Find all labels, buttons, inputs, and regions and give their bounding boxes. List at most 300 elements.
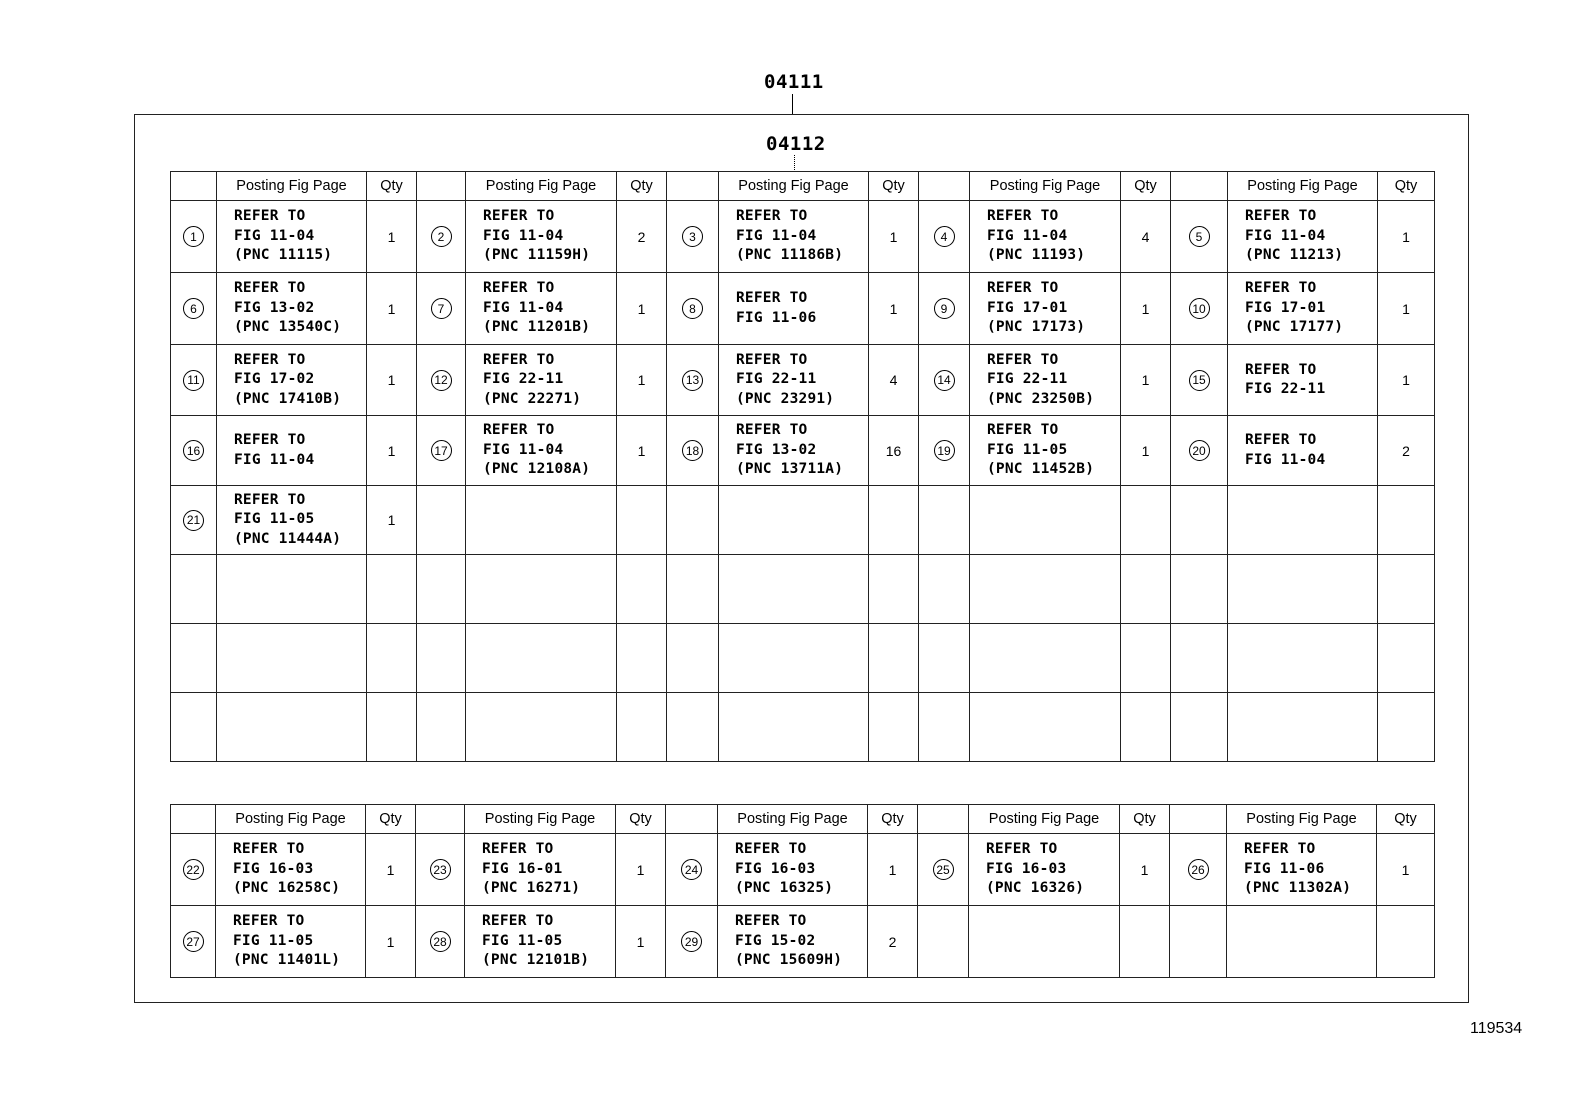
item-number-callout: 12 — [431, 370, 452, 391]
item-number-callout: 24 — [681, 859, 702, 880]
reference-line: REFER TO — [736, 351, 808, 368]
qty-cell: 2 — [868, 906, 918, 978]
header-qty: Qty — [616, 805, 666, 834]
item-number-cell — [1171, 416, 1228, 486]
qty-cell — [869, 624, 919, 693]
item-number-cell — [171, 273, 217, 345]
qty-cell: 1 — [367, 486, 417, 555]
qty-cell — [1378, 693, 1435, 762]
qty-cell — [1121, 555, 1171, 624]
item-number-cell — [666, 906, 718, 978]
item-number-cell — [667, 273, 719, 345]
item-number-callout: 9 — [934, 298, 955, 319]
qty-cell — [617, 486, 667, 555]
qty-cell: 1 — [869, 273, 919, 345]
item-number-cell — [919, 624, 970, 693]
reference-line: REFER TO — [234, 208, 306, 225]
item-number-cell — [417, 624, 466, 693]
item-number-callout: 23 — [430, 859, 451, 880]
posting-fig-page-cell — [465, 834, 616, 906]
qty-cell — [1378, 624, 1435, 693]
posting-fig-page-cell — [217, 693, 367, 762]
header-blank — [1171, 172, 1228, 201]
reference-line: FIG 11-05 — [233, 932, 314, 949]
item-number-callout: 17 — [431, 440, 452, 461]
header-qty: Qty — [869, 172, 919, 201]
reference-line: FIG 11-04 — [987, 227, 1068, 244]
reference-line: FIG 13-02 — [234, 299, 315, 316]
posting-fig-page-cell — [217, 201, 367, 273]
item-number-cell — [1170, 906, 1227, 978]
reference-line: (PNC 17410B) — [234, 390, 342, 407]
item-number-cell — [667, 486, 719, 555]
item-number-cell — [1171, 345, 1228, 416]
reference-line: FIG 22-11 — [1245, 381, 1326, 397]
posting-fig-page-cell — [970, 416, 1121, 486]
item-number-cell — [1171, 693, 1228, 762]
qty-cell: 1 — [1121, 273, 1171, 345]
qty-cell: 1 — [617, 345, 667, 416]
reference-line: REFER TO — [987, 422, 1059, 439]
reference-line: FIG 11-05 — [987, 441, 1068, 458]
qty-cell — [367, 624, 417, 693]
reference-line: REFER TO — [735, 913, 807, 930]
item-number-cell — [416, 906, 465, 978]
reference-line: FIG 17-01 — [987, 299, 1068, 316]
table-row — [171, 693, 1435, 762]
posting-fig-page-cell — [466, 486, 617, 555]
reference-line: FIG 17-01 — [1245, 299, 1326, 316]
qty-cell: 1 — [616, 906, 666, 978]
item-number-callout: 6 — [183, 298, 204, 319]
table-row — [171, 486, 1435, 555]
item-number-callout: 3 — [682, 226, 703, 247]
reference-line: (PNC 12101B) — [482, 952, 590, 969]
posting-fig-page-cell — [719, 201, 869, 273]
reference-line: (PNC 12108A) — [483, 461, 591, 478]
qty-cell: 4 — [869, 345, 919, 416]
posting-fig-page-cell — [970, 273, 1121, 345]
header-qty: Qty — [868, 805, 918, 834]
reference-line: (PNC 11213) — [1245, 247, 1344, 264]
posting-fig-page-cell — [466, 273, 617, 345]
qty-cell — [1377, 906, 1435, 978]
posting-fig-page-cell — [217, 416, 367, 486]
item-number-cell — [171, 834, 216, 906]
reference-line: REFER TO — [1245, 280, 1317, 297]
header-blank — [666, 805, 718, 834]
item-number-cell — [918, 906, 969, 978]
item-number-cell — [1171, 555, 1228, 624]
parts-table-main — [170, 171, 1435, 762]
reference-line: REFER TO — [234, 432, 306, 448]
reference-line: (PNC 11186B) — [736, 247, 844, 264]
header-qty: Qty — [366, 805, 416, 834]
item-number-cell — [919, 693, 970, 762]
item-number-callout: 16 — [183, 440, 204, 461]
reference-line: REFER TO — [233, 841, 305, 858]
item-number-callout: 25 — [933, 859, 954, 880]
reference-line: (PNC 23291) — [736, 390, 835, 407]
figure-code: 119534 — [1470, 1020, 1523, 1037]
reference-line: FIG 16-03 — [735, 860, 816, 877]
item-number-cell — [417, 693, 466, 762]
item-number-cell — [919, 416, 970, 486]
item-number-cell — [171, 555, 217, 624]
reference-line: FIG 16-03 — [986, 860, 1067, 877]
reference-line: (PNC 17177) — [1245, 319, 1344, 336]
posting-fig-page-cell — [217, 624, 367, 693]
reference-line: (PNC 16271) — [482, 880, 581, 897]
qty-cell — [1378, 555, 1435, 624]
reference-line: FIG 11-04 — [1245, 227, 1326, 244]
qty-cell: 1 — [869, 201, 919, 273]
item-number-cell — [919, 486, 970, 555]
reference-line: FIG 13-02 — [736, 441, 817, 458]
qty-cell — [1121, 486, 1171, 555]
item-number-callout: 11 — [183, 370, 204, 391]
posting-fig-page-cell — [465, 906, 616, 978]
item-number-callout: 7 — [431, 298, 452, 319]
qty-cell: 1 — [1121, 345, 1171, 416]
item-number-cell — [667, 624, 719, 693]
header-posting-fig-page: Posting Fig Page — [466, 172, 617, 201]
item-number-cell — [417, 416, 466, 486]
posting-fig-page-cell — [1228, 416, 1378, 486]
item-number-cell — [1171, 624, 1228, 693]
posting-fig-page-cell — [217, 273, 367, 345]
reference-line: (PNC 22271) — [483, 390, 582, 407]
posting-fig-page-cell — [1228, 273, 1378, 345]
header-blank — [171, 172, 217, 201]
reference-line: REFER TO — [234, 280, 306, 297]
reference-line: REFER TO — [1244, 841, 1316, 858]
item-number-callout: 20 — [1189, 440, 1210, 461]
qty-cell: 1 — [868, 834, 918, 906]
posting-fig-page-cell — [969, 906, 1120, 978]
reference-line: (PNC 11193) — [987, 247, 1086, 264]
reference-line: (PNC 16258C) — [233, 880, 341, 897]
item-number-cell — [171, 906, 216, 978]
posting-fig-page-cell — [1228, 486, 1378, 555]
item-number-callout: 13 — [682, 370, 703, 391]
reference-line: REFER TO — [987, 351, 1059, 368]
qty-cell: 1 — [367, 416, 417, 486]
qty-cell: 2 — [617, 201, 667, 273]
item-number-callout: 2 — [431, 226, 452, 247]
reference-line: FIG 11-05 — [482, 932, 563, 949]
parts-table-secondary — [170, 804, 1435, 978]
qty-cell: 1 — [367, 201, 417, 273]
header-posting-fig-page: Posting Fig Page — [970, 172, 1121, 201]
posting-fig-page-cell — [217, 555, 367, 624]
qty-cell: 4 — [1121, 201, 1171, 273]
item-number-callout: 8 — [682, 298, 703, 319]
item-number-cell — [919, 201, 970, 273]
reference-line: (PNC 11201B) — [483, 319, 591, 336]
qty-cell: 1 — [1120, 834, 1170, 906]
reference-line: REFER TO — [1245, 432, 1317, 448]
qty-cell: 1 — [366, 906, 416, 978]
item-number-cell — [667, 345, 719, 416]
item-number-cell — [667, 416, 719, 486]
item-number-callout: 1 — [183, 226, 204, 247]
header-posting-fig-page: Posting Fig Page — [465, 805, 616, 834]
reference-line: FIG 11-04 — [483, 299, 564, 316]
posting-fig-page-cell — [970, 624, 1121, 693]
header-blank — [667, 172, 719, 201]
header-posting-fig-page: Posting Fig Page — [718, 805, 868, 834]
reference-line: FIG 11-04 — [234, 227, 315, 244]
qty-cell — [1378, 486, 1435, 555]
qty-cell — [367, 555, 417, 624]
posting-fig-page-cell — [719, 693, 869, 762]
header-posting-fig-page: Posting Fig Page — [216, 805, 366, 834]
posting-fig-page-cell — [970, 345, 1121, 416]
posting-fig-page-cell — [216, 834, 366, 906]
table-row — [171, 201, 1435, 273]
table-row — [171, 624, 1435, 693]
posting-fig-page-cell — [970, 201, 1121, 273]
posting-fig-page-cell — [466, 693, 617, 762]
item-number-callout: 14 — [934, 370, 955, 391]
qty-cell: 1 — [617, 273, 667, 345]
posting-fig-page-cell — [217, 345, 367, 416]
reference-line: REFER TO — [1245, 208, 1317, 225]
table-row — [171, 555, 1435, 624]
posting-fig-page-cell — [1227, 834, 1377, 906]
item-number-callout: 27 — [183, 931, 204, 952]
item-number-cell — [919, 345, 970, 416]
posting-fig-page-cell — [466, 416, 617, 486]
reference-line: FIG 16-01 — [482, 860, 563, 877]
reference-line: REFER TO — [483, 422, 555, 439]
posting-fig-page-cell — [970, 486, 1121, 555]
posting-fig-page-cell — [718, 834, 868, 906]
posting-fig-page-cell — [719, 555, 869, 624]
item-number-cell — [171, 201, 217, 273]
reference-line: (PNC 11115) — [234, 247, 333, 264]
posting-fig-page-cell — [466, 345, 617, 416]
posting-fig-page-cell — [970, 555, 1121, 624]
qty-cell — [617, 693, 667, 762]
header-qty: Qty — [617, 172, 667, 201]
reference-line: (PNC 13711A) — [736, 461, 844, 478]
item-number-callout: 26 — [1188, 859, 1209, 880]
reference-line: (PNC 16325) — [735, 880, 834, 897]
posting-fig-page-cell — [1228, 555, 1378, 624]
item-number-cell — [171, 624, 217, 693]
reference-line: (PNC 23250B) — [987, 390, 1095, 407]
qty-cell: 1 — [367, 273, 417, 345]
qty-cell — [1120, 906, 1170, 978]
reference-line: REFER TO — [482, 841, 554, 858]
qty-cell — [869, 555, 919, 624]
reference-line: REFER TO — [482, 913, 554, 930]
reference-line: FIG 11-06 — [736, 309, 817, 326]
reference-line: FIG 11-04 — [483, 227, 564, 244]
qty-cell: 1 — [1378, 345, 1435, 416]
header-posting-fig-page: Posting Fig Page — [1227, 805, 1377, 834]
posting-fig-page-cell — [719, 416, 869, 486]
header-blank — [1170, 805, 1227, 834]
header-blank — [417, 172, 466, 201]
reference-line: (PNC 13540C) — [234, 319, 342, 336]
item-number-callout: 5 — [1189, 226, 1210, 247]
qty-cell: 1 — [1121, 416, 1171, 486]
reference-line: (PNC 17173) — [987, 319, 1086, 336]
qty-cell: 1 — [1378, 201, 1435, 273]
posting-fig-page-cell — [217, 486, 367, 555]
qty-cell — [617, 624, 667, 693]
qty-cell — [1121, 693, 1171, 762]
subassembly-leader-line — [794, 155, 795, 172]
header-blank — [171, 805, 216, 834]
reference-line: REFER TO — [483, 208, 555, 225]
reference-line: REFER TO — [736, 208, 808, 225]
posting-fig-page-cell — [216, 906, 366, 978]
header-blank — [416, 805, 465, 834]
header-qty: Qty — [1377, 805, 1435, 834]
posting-fig-page-cell — [466, 555, 617, 624]
qty-cell: 2 — [1378, 416, 1435, 486]
reference-line: FIG 15-02 — [735, 932, 816, 949]
item-number-cell — [416, 834, 465, 906]
item-number-cell — [1171, 201, 1228, 273]
subassembly-label: 04112 — [766, 133, 826, 155]
item-number-cell — [1171, 273, 1228, 345]
table-row — [171, 273, 1435, 345]
table-row — [171, 416, 1435, 486]
reference-line: REFER TO — [986, 841, 1058, 858]
posting-fig-page-cell — [969, 834, 1120, 906]
posting-fig-page-cell — [719, 273, 869, 345]
reference-line: FIG 11-04 — [483, 441, 564, 458]
posting-fig-page-cell — [466, 624, 617, 693]
table-row — [171, 345, 1435, 416]
header-qty: Qty — [1120, 805, 1170, 834]
table-header-row — [171, 805, 1435, 834]
qty-cell: 16 — [869, 416, 919, 486]
posting-fig-page-cell — [719, 624, 869, 693]
item-number-cell — [919, 273, 970, 345]
item-number-cell — [171, 345, 217, 416]
reference-line: REFER TO — [233, 913, 305, 930]
item-number-callout: 21 — [183, 510, 204, 531]
qty-cell — [1121, 624, 1171, 693]
reference-line: REFER TO — [736, 422, 808, 439]
item-number-cell — [171, 693, 217, 762]
reference-line: (PNC 11444A) — [234, 530, 342, 547]
reference-line: (PNC 16326) — [986, 880, 1085, 897]
reference-line: REFER TO — [987, 280, 1059, 297]
item-number-cell — [1171, 486, 1228, 555]
assembly-label: 04111 — [764, 71, 824, 93]
qty-cell — [869, 693, 919, 762]
reference-line: (PNC 11159H) — [483, 247, 591, 264]
item-number-callout: 28 — [430, 931, 451, 952]
item-number-cell — [919, 555, 970, 624]
reference-line: REFER TO — [234, 491, 306, 508]
table-header-row — [171, 172, 1435, 201]
item-number-cell — [417, 555, 466, 624]
item-number-callout: 4 — [934, 226, 955, 247]
item-number-callout: 22 — [183, 859, 204, 880]
reference-line: FIG 11-04 — [234, 451, 315, 468]
item-number-callout: 10 — [1189, 298, 1210, 319]
reference-line: FIG 22-11 — [483, 371, 564, 388]
reference-line: FIG 22-11 — [736, 371, 817, 388]
item-number-cell — [171, 416, 217, 486]
item-number-cell — [667, 693, 719, 762]
item-number-callout: 15 — [1189, 370, 1210, 391]
posting-fig-page-cell — [1228, 201, 1378, 273]
header-posting-fig-page: Posting Fig Page — [719, 172, 869, 201]
header-qty: Qty — [1121, 172, 1171, 201]
posting-fig-page-cell — [718, 906, 868, 978]
reference-line: FIG 11-06 — [1244, 860, 1325, 877]
reference-line: REFER TO — [483, 280, 555, 297]
qty-cell: 1 — [1378, 273, 1435, 345]
qty-cell: 1 — [1377, 834, 1435, 906]
reference-line: FIG 17-02 — [234, 371, 315, 388]
reference-line: (PNC 11401L) — [233, 952, 341, 969]
posting-fig-page-cell — [719, 345, 869, 416]
item-number-callout: 19 — [934, 440, 955, 461]
reference-line: REFER TO — [987, 208, 1059, 225]
posting-fig-page-cell — [1228, 345, 1378, 416]
posting-fig-page-cell — [466, 201, 617, 273]
posting-fig-page-cell — [970, 693, 1121, 762]
posting-fig-page-cell — [1228, 624, 1378, 693]
reference-line: REFER TO — [735, 841, 807, 858]
reference-line: REFER TO — [1245, 361, 1317, 378]
header-posting-fig-page: Posting Fig Page — [217, 172, 367, 201]
header-blank — [918, 805, 969, 834]
reference-line: REFER TO — [736, 290, 808, 306]
posting-fig-page-cell — [719, 486, 869, 555]
item-number-cell — [918, 834, 969, 906]
qty-cell: 1 — [617, 416, 667, 486]
assembly-leader-line — [792, 94, 793, 114]
reference-line: FIG 16-03 — [233, 860, 314, 877]
item-number-callout: 18 — [682, 440, 703, 461]
reference-line: REFER TO — [234, 351, 306, 368]
table-row — [171, 834, 1435, 906]
reference-line: (PNC 11452B) — [987, 461, 1095, 478]
item-number-cell — [1170, 834, 1227, 906]
item-number-cell — [417, 486, 466, 555]
item-number-callout: 29 — [681, 931, 702, 952]
qty-cell: 1 — [616, 834, 666, 906]
qty-cell — [367, 693, 417, 762]
qty-cell: 1 — [366, 834, 416, 906]
reference-line: FIG 11-04 — [1245, 451, 1326, 468]
qty-cell: 1 — [367, 345, 417, 416]
header-qty: Qty — [367, 172, 417, 201]
reference-line: FIG 11-05 — [234, 511, 315, 528]
posting-fig-page-cell — [1228, 693, 1378, 762]
item-number-cell — [666, 834, 718, 906]
item-number-cell — [417, 201, 466, 273]
table-row — [171, 906, 1435, 978]
reference-line: REFER TO — [483, 351, 555, 368]
reference-line: FIG 11-04 — [736, 227, 817, 244]
reference-line: (PNC 11302A) — [1244, 880, 1352, 897]
item-number-cell — [171, 486, 217, 555]
item-number-cell — [667, 201, 719, 273]
qty-cell — [869, 486, 919, 555]
